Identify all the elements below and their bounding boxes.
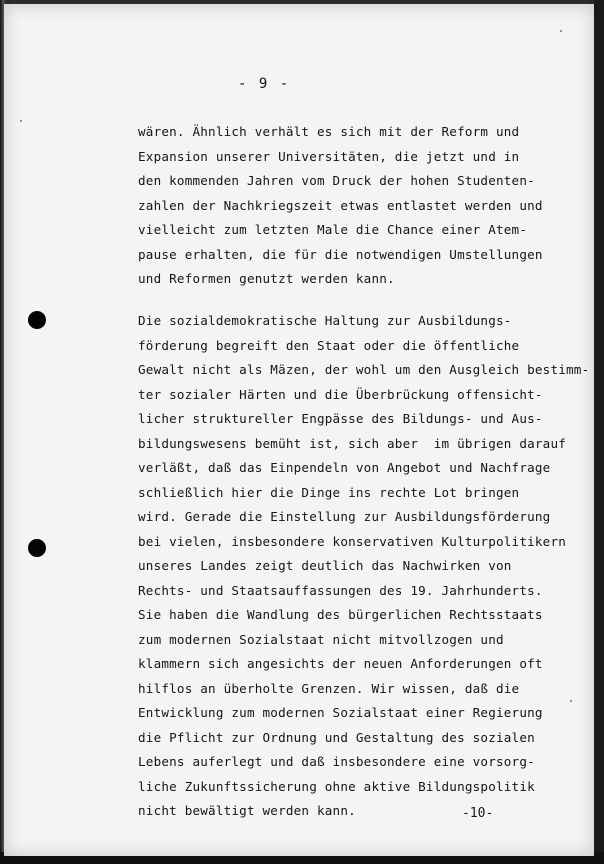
- text-line: licher struktureller Engpässe des Bildungs- und Aus-: [138, 411, 543, 426]
- text-line: bei vielen, insbesondere konservativen Kulturpolitikern: [138, 533, 567, 549]
- text-line: Rechts- und Staatsauffassungen des 19. Jahrhunderts.: [138, 582, 543, 598]
- text-line: Gewalt nicht als Mäzen, der wohl um den Ausgleich bestimm-: [138, 362, 590, 377]
- text-line: Lebens auferlegt und daß insbesondere eine vorsorg-: [138, 754, 535, 769]
- scan-right-edge: [594, 0, 604, 864]
- paragraph-2: [138, 309, 589, 824]
- text-line: Sie haben die Wandlung des bürgerlichen Rechtsstaats: [138, 607, 543, 622]
- text-line: Entwicklung zum modernen Sozialstaat einer Regierung: [138, 705, 543, 720]
- text-line: den kommenden Jahren vom Druck der hohen Studenten-: [138, 173, 535, 188]
- text-line: ter sozialer Härten und die Überbrückung offensicht-: [138, 386, 543, 402]
- text-line: vielleicht zum letzten Male die Chance einer Atem-: [138, 222, 528, 237]
- text-line: die Pflicht zur Ordnung und Gestaltung des sozialen: [138, 729, 535, 745]
- text-line: schließlich hier die Dinge ins rechte Lot bringen: [138, 484, 520, 500]
- text-line: zum modernen Sozialstaat nicht mitvollzogen und: [138, 631, 504, 647]
- scan-speck: [20, 120, 22, 122]
- paragraph-1: [138, 120, 543, 292]
- text-line: zahlen der Nachkriegszeit etwas entlastet werden und: [138, 197, 543, 213]
- scan-speck: [560, 30, 562, 32]
- text-line: und Reformen genutzt werden kann.: [138, 271, 395, 286]
- text-line: bildungswesens bemüht ist, sich aber im übrigen darauf: [138, 435, 567, 451]
- text-line: Die sozialdemokratische Haltung zur Ausbildungs-: [138, 313, 512, 328]
- text-line: hilflos an überholte Grenzen. Wir wissen, daß die: [138, 680, 520, 696]
- scan-speck: [570, 700, 572, 702]
- text-line: wären. Ähnlich verhält es sich mit der Reform und: [138, 124, 520, 139]
- text-line: pause erhalten, die für die notwendigen Umstellungen: [138, 246, 543, 262]
- text-line: klammern sich angesichts der neuen Anforderungen oft: [138, 656, 543, 671]
- text-line: Expansion unserer Universitäten, die jetzt und in: [138, 148, 520, 164]
- punch-hole-top: [28, 311, 46, 329]
- text-line: wird. Gerade die Einstellung zur Ausbildungsförderung: [138, 509, 551, 524]
- text-line: förderung begreift den Staat oder die öffentliche: [138, 337, 520, 353]
- text-line: liche Zukunftssicherung ohne aktive Bildungspolitik: [138, 778, 535, 794]
- text-line: nicht bewältigt werden kann.: [138, 803, 356, 818]
- next-page-marker: -10-: [462, 806, 494, 821]
- page-number: - 9 -: [238, 76, 291, 92]
- text-line: verläßt, daß das Einpendeln von Angebot und Nachfrage: [138, 460, 551, 475]
- punch-hole-bottom: [28, 539, 46, 557]
- text-line: unseres Landes zeigt deutlich das Nachwirken von: [138, 558, 512, 573]
